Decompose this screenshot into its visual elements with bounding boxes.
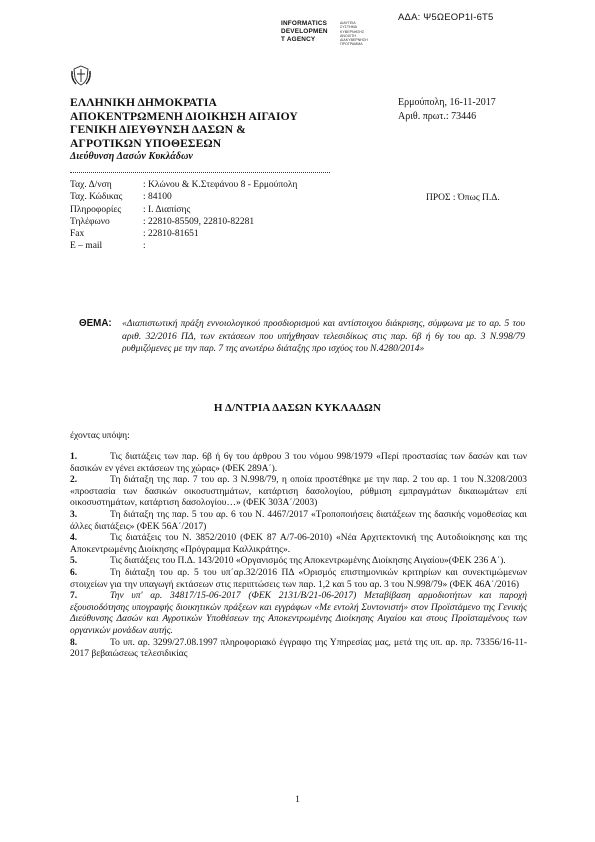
contact-details [70, 179, 297, 253]
greek-emblem-icon [70, 63, 92, 87]
issuer-header [70, 96, 298, 164]
list-item: 1. Τις διατάξεις των παρ. 6β ή 6γ του άρθρου 3 του νόμου 998/1979 «Περί προστασίας των δασών και των δασικών εν γένει εκτάσεων της χώρας» (ΦΕΚ 289Α΄). [70, 452, 527, 474]
contact-row: Πληροφορίες : Ι. Διαπίσης [70, 204, 191, 215]
list-item: 4. Τις διατάξεις του Ν. 3852/2010 (ΦΕΚ 87 Α/7-06-2010) «Νέα Αρχιτεκτονική της Αυτοδιοίκησης και της Αποκεντρωμένης Διοίκησης «Πρόγραμμα Καλλικράτης». [70, 533, 527, 555]
header-line: ΕΛΛΗΝΙΚΗ ΔΗΜΟΚΡΑΤΙΑ [70, 96, 217, 109]
list-item: 7. Την υπ' αρ. 34817/15-06-2017 (ΦΕΚ 2131/Β/21-06-2017) Μεταβίβαση αρμοδιοτήτων και παροχή εξουσιοδότησης υπογραφής διοικητικών πράξεων και εγγράφων «Με εντολή Συντονιστή» στον Προϊστάμενο της Γενικής Διεύθυνσης Δασών και Αγροτικών Υποθέσεων της Αποκεντρωμένης Διοίκησης Αιγαίου και στους Προϊσταμένους των οργανικών μονάδων αυτής. [70, 591, 527, 636]
contact-row: E – mail : [70, 241, 146, 252]
having-regard: έχοντας υπόψη: [70, 431, 130, 441]
issuer-title: Η Δ/ΝΤΡΙΑ ΔΑΣΩΝ ΚΥΚΛΑΔΩΝ [213, 402, 382, 414]
ada-code: ΑΔΑ: Ψ5ΩΕΟΡ1Ι-6Τ5 [398, 12, 494, 23]
list-item: 3. Τη διάταξη της παρ. 5 του αρ. 6 του Ν. 4467/2017 «Τροποποιήσεις διατάξεων της δασικής νομοθεσίας και άλλες διατάξεις» (ΦΕΚ 56Α΄/2017) [70, 509, 527, 532]
logo-text-right: ΔΙΑΥΓΕΙΑ ΣΥΣΤΗΜΑ ΚΥΒΕΡΝΗΣΗΣ ΑΝΟΙΧΤΗ ΔΙΑΚΥΒΕΡΝΗΣΗ ΠΡΟΓΡΑΜΜΑ [340, 21, 368, 47]
header-line: ΑΓΡΟΤΙΚΩΝ ΥΠΟΘΕΣΕΩΝ [70, 136, 222, 150]
list-item: 5. Τις διατάξεις του Π.Δ. 143/2010 «Οργανισμός της Αποκεντρωμένης Διοίκησης Αιγαίου»(ΦΕΚ 236 Α΄). [70, 556, 506, 567]
header-line: ΓΕΝΙΚΗ ΔΙΕΥΘΥΝΣΗ ΔΑΣΩΝ & [70, 123, 246, 137]
page-number: 1 [295, 795, 300, 805]
list-item: 2. Τη διάταξη της παρ. 7 του αρ. 3 Ν.998/79, η οποία προστέθηκε με την παρ. 2 του αρ. 1 του Ν.3208/2003 «προστασία των δασικών οικοσυστημάτων, κατάρτιση δασολογίου, ρύθμιση εμπραγμάτων δικαιωμάτων επί οικοσυστημάτων, κατάρτιση δασολογίου…» (ΦΕΚ 303Α΄/2003) [70, 475, 527, 509]
subject-label: ΘΕΜΑ: [79, 318, 112, 329]
list-item: 6. Τη διάταξη του αρ. 5 του υπ΄αρ.32/2016 ΠΔ «Ορισμός επιστημονικών κριτηρίων και συνεκτιμώμενων στοιχείων για την υπαγωγή εκτάσεων στις περιπτώσεις των παρ. 1,2 και 5 του αρ. 3 του Ν.998/79» (ΦΕΚ 46Α΄/2016) [70, 567, 527, 590]
contact-row: Fax : 22810-81651 [70, 229, 199, 240]
contact-row: Τηλέφωνο : 22810-85509, 22810-82281 [70, 216, 255, 227]
department-name: Διεύθυνση Δασών Κυκλάδων [70, 151, 193, 163]
protocol-number: Αριθ. πρωτ.: 73446 [398, 110, 477, 122]
header-line: ΑΠΟΚΕΝΤΡΩΜΕΝΗ ΔΙΟΙΚΗΣΗ ΑΙΓΑΙΟΥ [70, 109, 298, 123]
date-block [398, 96, 496, 123]
list-item: 8. Το υπ. αρ. 3299/27.08.1997 πληροφοριακό έγγραφο της Υπηρεσίας μας, μετά της υπ. αρ. πρ. 73356/16-11-2017 βεβαιώσεως τελεσιδικίας [70, 637, 527, 660]
logo-text-left: INFORMATICS DEVELOPMEN T AGENCY [281, 20, 328, 43]
document-date: Ερμούπολη, 16-11-2017 [398, 97, 496, 108]
subject-text: «Διαπιστωτική πράξη εννοιολογικού προσδιορισμού και αντίστοιχου διάκρισης, σύμφωνα με το αρ. 5 του αριθ. 32/2016 ΠΔ, των εκτάσεων που υπήχθησαν τελεσιδίκως στις παρ. 6β ή 6γ του αρ. 3 Ν.998/79 ρυθμιζόμενες με την παρ. 7 της ανωτέρω διάταξης προ ισχύος του Ν.4280/2014» [122, 319, 525, 355]
contact-row: Ταχ. Κώδικας : 84100 [70, 192, 172, 203]
diavgeia-logo [281, 20, 401, 50]
dotted-divider [70, 172, 330, 173]
contact-row: Ταχ. Δ/νση : Κλώνου & Κ.Στεφάνου 8 - Ερμούπολη [70, 180, 298, 190]
legal-basis-list [70, 452, 527, 661]
recipient: ΠΡΟΣ : Όπως Π.Δ. [426, 193, 500, 203]
subject-block [79, 318, 525, 356]
